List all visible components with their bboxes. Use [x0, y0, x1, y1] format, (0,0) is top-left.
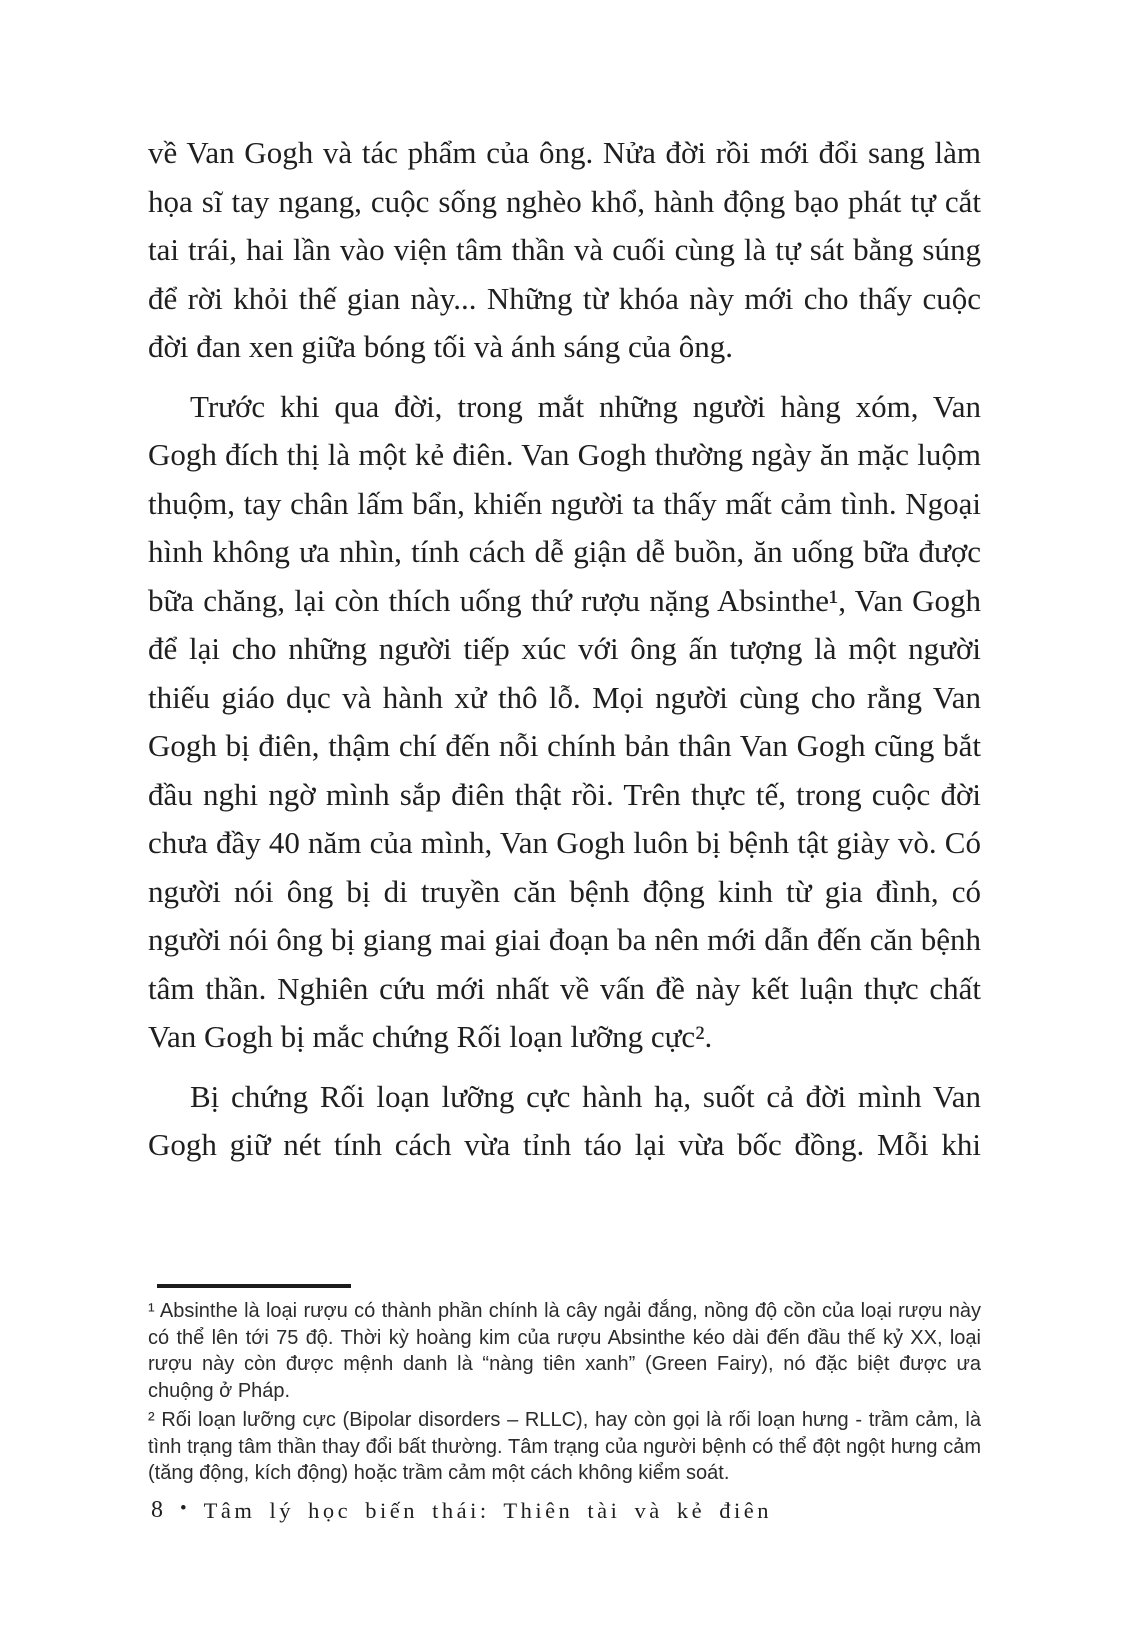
paragraph-van-gogh-madness: Trước khi qua đời, trong mắt những người hàng xóm, Van Gogh đích thị là một kẻ điên. Van Gogh thường ngày ăn mặc luộm thuộm, tay chân lấm bẩn, khiến người ta thấy mất cảm tình. Ngoại hình không ưa nhìn, tính cách dễ giận dễ buồn, ăn uống bữa được bữa chăng, lại còn thích uống thứ rượu nặng Absinthe¹, Van Gogh để lại cho những người tiếp xúc với ông ấn tượng là một người thiếu giáo dục và hành xử thô lỗ. Mọi người cùng cho rằng Van Gogh bị điên, thậm chí đến nỗi chính bản thân Van Gogh cũng bắt đầu nghi ngờ mình sắp điên thật rồi. Trên thực tế, trong cuộc đời chưa đầy 40 năm của mình, Van Gogh luôn bị bệnh tật giày vò. Có người nói ông bị di truyền căn bệnh động kinh từ gia đình, có người nói ông bị giang mai giai đoạn ba nên mới dẫn đến căn bệnh tâm thần. Nghiên cứu mới nhất về vấn đề này kết luận thực chất Van Gogh bị mắc chứng Rối loạn lưỡng cực². — [148, 388, 981, 1054]
paragraph-bipolar: Bị chứng Rối loạn lưỡng cực hành hạ, suốt cả đời mình Van Gogh giữ nét tính cách vừa tỉnh táo lại vừa bốc đồng. Mỗi khi — [148, 1078, 981, 1162]
footnote-bipolar-disorder: ² Rối loạn lưỡng cực (Bipolar disorders – RLLC), hay còn gọi là rối loạn hưng - trầm cảm, là tình trạng tâm thần thay đổi bất thường. Tâm trạng của người bệnh có thể đột ngột hưng cảm (tăng động, kích động) hoặc trầm cảm một cách không kiểm soát. — [148, 1409, 981, 1484]
bullet-separator-icon: • — [180, 1497, 187, 1519]
footnote-separator-rule — [157, 1284, 351, 1288]
main-text-block — [148, 129, 981, 1181]
footnote-absinthe: ¹ Absinthe là loại rượu có thành phần chính là cây ngải đắng, nồng độ cồn của loại rượu này có thể lên tới 75 độ. Thời kỳ hoàng kim của rượu Absinthe kéo dài đến đầu thế kỷ XX, loại rượu này còn được mệnh danh là “nàng tiên xanh” (Green Fairy), nó đặc biệt được ưa chuộng ở Pháp. — [148, 1300, 981, 1402]
book-title: Tâm lý học biến thái: Thiên tài và kẻ điên — [203, 1497, 773, 1523]
footnote-area — [148, 1284, 981, 1490]
page-number: 8 — [151, 1497, 163, 1523]
paragraph-continuation: về Van Gogh và tác phẩm của ông. Nửa đời rồi mới đổi sang làm họa sĩ tay ngang, cuộc sống nghèo khổ, hành động bạo phát tự cắt tai trái, hai lần vào viện tâm thần và cuối cùng là tự sát bằng súng để rời khỏi thế gian này... Những từ khóa này mới cho thấy cuộc đời đan xen giữa bóng tối và ánh sáng của ông. — [148, 135, 981, 364]
page-footer — [151, 1497, 772, 1524]
